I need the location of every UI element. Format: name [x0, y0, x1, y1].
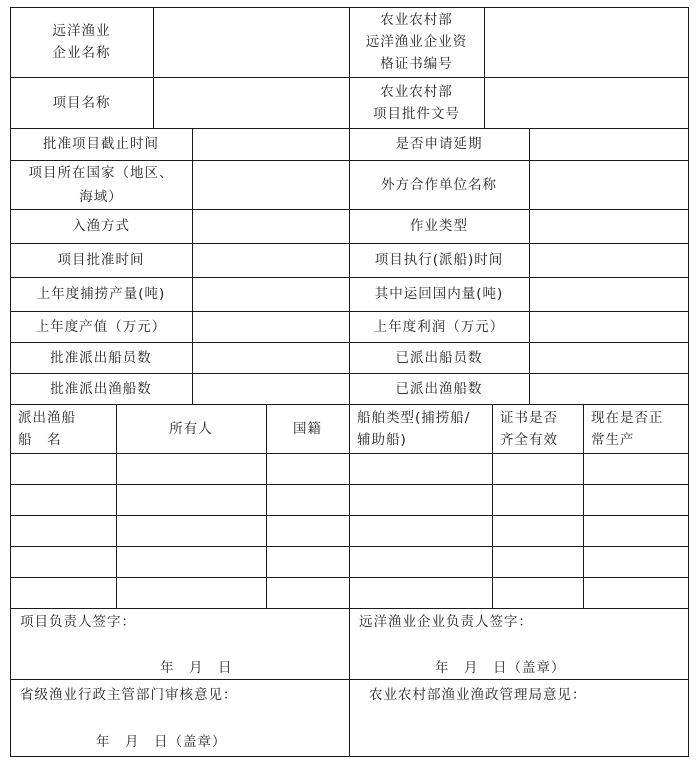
info-input-right-8[interactable]	[530, 374, 688, 404]
text-line: 派出渔船	[18, 410, 76, 426]
vessel-cell-r1-c4[interactable]	[350, 454, 492, 484]
text-line: 格证书编号	[380, 56, 453, 72]
text-line: 是否申请延期	[395, 136, 483, 152]
text-line: 项目批件文号	[373, 105, 460, 122]
text-line: 远洋渔业企业资	[365, 34, 468, 50]
text-line: 农业农村部	[380, 83, 453, 100]
text-line: 其中运回国内量(吨)	[374, 286, 504, 302]
info-label-right-7	[349, 342, 529, 373]
info-label-right-3	[349, 209, 529, 243]
vessel-cell-r5-c2[interactable]	[117, 578, 266, 608]
text-line: 上年度捕捞产量(吨)	[36, 286, 166, 302]
vessel-cell-r4-c4[interactable]	[350, 547, 492, 577]
vessel-cell-r2-c4[interactable]	[350, 485, 492, 515]
text-line: 远洋渔业	[52, 23, 111, 39]
company-lead-signature-area[interactable]	[350, 633, 688, 656]
vessel-cell-r1-c6[interactable]	[584, 454, 688, 484]
approval-doc-input[interactable]	[485, 78, 688, 128]
vessel-cell-r3-c4[interactable]	[350, 516, 492, 546]
info-label-right-6	[349, 311, 529, 342]
vessel-cell-r4-c1[interactable]	[11, 547, 116, 577]
info-input-right-6[interactable]	[530, 312, 688, 342]
info-label-left-6	[10, 311, 192, 342]
vessel-cell-r1-c2[interactable]	[117, 454, 266, 484]
text-line: 项目批准时间	[57, 252, 145, 268]
grid-line-v	[688, 608, 689, 757]
info-input-right-7[interactable]	[530, 343, 688, 373]
info-input-right-4[interactable]	[530, 244, 688, 277]
company-lead-date: 年 月 日（盖章）	[435, 660, 566, 676]
vessel-cell-r5-c6[interactable]	[584, 578, 688, 608]
info-input-left-7[interactable]	[193, 343, 349, 373]
text-line: 已派出渔船数	[395, 380, 483, 397]
text-line: 批准项目截止时间	[43, 136, 159, 152]
info-label-right-4	[349, 243, 529, 277]
vessel-cell-r3-c5[interactable]	[493, 516, 583, 546]
info-label-left-8	[10, 373, 192, 404]
info-input-left-4[interactable]	[193, 244, 349, 277]
text-line: 项目所在国家（地区、	[28, 164, 174, 181]
vessel-cell-r3-c3[interactable]	[267, 516, 349, 546]
info-label-right-2	[349, 160, 529, 209]
vessel-header-3	[266, 404, 349, 453]
info-label-left-2	[10, 160, 192, 209]
text-line: 外方合作单位名称	[381, 176, 497, 193]
project-name-label	[10, 77, 153, 128]
info-label-left-1	[10, 128, 192, 160]
grid-line-v	[688, 7, 689, 129]
vessel-cell-r5-c1[interactable]	[11, 578, 116, 608]
info-input-left-6[interactable]	[193, 312, 349, 342]
info-label-right-8	[349, 373, 529, 404]
vessel-cell-r5-c5[interactable]	[493, 578, 583, 608]
vessel-cell-r1-c1[interactable]	[11, 454, 116, 484]
info-label-left-4	[10, 243, 192, 277]
text-line: 所有人	[169, 420, 213, 437]
vessel-cell-r3-c6[interactable]	[584, 516, 688, 546]
info-input-right-3[interactable]	[530, 210, 688, 243]
text-line: 辅助船)	[357, 432, 407, 448]
vessel-cell-r4-c6[interactable]	[584, 547, 688, 577]
info-label-right-1	[349, 128, 529, 160]
info-label-left-3	[10, 209, 192, 243]
province-review-area[interactable]	[11, 706, 349, 730]
vessel-cell-r2-c5[interactable]	[493, 485, 583, 515]
info-label-left-5	[10, 277, 192, 311]
info-input-left-1[interactable]	[193, 129, 349, 160]
company-name-input[interactable]	[154, 8, 349, 77]
project-lead-signature-area[interactable]	[11, 633, 349, 656]
text-line: 上年度产值（万元）	[35, 318, 167, 335]
text-line: 批准派出渔船数	[50, 380, 152, 397]
province-review-date: 年 月 日（盖章）	[96, 734, 227, 750]
vessel-header-6	[583, 404, 688, 453]
company-name-label	[10, 7, 153, 77]
text-line: 常生产	[591, 432, 635, 448]
text-line: 作业类型	[410, 218, 468, 234]
grid-line-v	[688, 404, 689, 609]
text-line: 船 名	[18, 432, 62, 448]
info-input-left-3[interactable]	[193, 210, 349, 243]
project-lead-sign-label: 项目负责人签字：	[20, 614, 136, 630]
text-line: 农业农村部	[380, 12, 453, 28]
info-input-left-8[interactable]	[193, 374, 349, 404]
project-name-input[interactable]	[154, 78, 349, 128]
text-line: 现在是否正	[591, 410, 664, 426]
vessel-header-1	[10, 404, 116, 453]
cert-number-input[interactable]	[485, 8, 688, 77]
company-lead-sign-label: 远洋渔业企业负责人签字：	[359, 614, 533, 630]
cert-number-label	[349, 7, 484, 77]
grid-line-v	[10, 608, 11, 757]
ministry-opinion-label: 农业农村部渔业渔政管理局意见：	[369, 687, 587, 703]
vessel-cell-r5-c4[interactable]	[350, 578, 492, 608]
vessel-cell-r4-c3[interactable]	[267, 547, 349, 577]
info-label-left-7	[10, 342, 192, 373]
province-review-label: 省级渔业行政主管部门审核意见：	[20, 687, 238, 703]
text-line: 入渔方式	[72, 218, 130, 234]
vessel-header-4	[349, 404, 492, 453]
text-line: 上年度利润（万元）	[373, 318, 505, 335]
vessel-cell-r4-c2[interactable]	[117, 547, 266, 577]
vessel-header-5	[492, 404, 583, 453]
info-input-left-2[interactable]	[193, 161, 349, 209]
info-label-right-5	[349, 277, 529, 311]
vessel-cell-r2-c6[interactable]	[584, 485, 688, 515]
vessel-cell-r4-c5[interactable]	[493, 547, 583, 577]
text-line: 项目执行(派船)时间	[374, 252, 504, 268]
text-line: 海域）	[79, 188, 123, 205]
grid-line-v	[688, 128, 689, 405]
vessel-cell-r3-c2[interactable]	[117, 516, 266, 546]
vessel-cell-r1-c5[interactable]	[493, 454, 583, 484]
project-lead-date: 年 月 日	[160, 660, 233, 676]
info-input-left-5[interactable]	[193, 278, 349, 311]
info-input-right-1[interactable]	[530, 129, 688, 160]
info-input-right-2[interactable]	[530, 161, 688, 209]
text-line: 已派出船员数	[395, 349, 483, 366]
vessel-cell-r1-c3[interactable]	[267, 454, 349, 484]
text-line: 企业名称	[52, 45, 111, 61]
approval-doc-label	[349, 77, 484, 128]
vessel-cell-r2-c1[interactable]	[11, 485, 116, 515]
ministry-opinion-area[interactable]	[350, 706, 688, 755]
text-line: 国籍	[293, 420, 322, 437]
text-line: 证书是否	[500, 410, 558, 426]
vessel-cell-r2-c2[interactable]	[117, 485, 266, 515]
vessel-cell-r3-c1[interactable]	[11, 516, 116, 546]
vessel-cell-r5-c3[interactable]	[267, 578, 349, 608]
text-line: 批准派出船员数	[50, 349, 152, 366]
text-line: 齐全有效	[500, 432, 558, 448]
vessel-cell-r2-c3[interactable]	[267, 485, 349, 515]
info-input-right-5[interactable]	[530, 278, 688, 311]
text-line: 项目名称	[52, 94, 111, 111]
vessel-header-2	[116, 404, 266, 453]
text-line: 船舶类型(捕捞船/	[357, 410, 471, 426]
